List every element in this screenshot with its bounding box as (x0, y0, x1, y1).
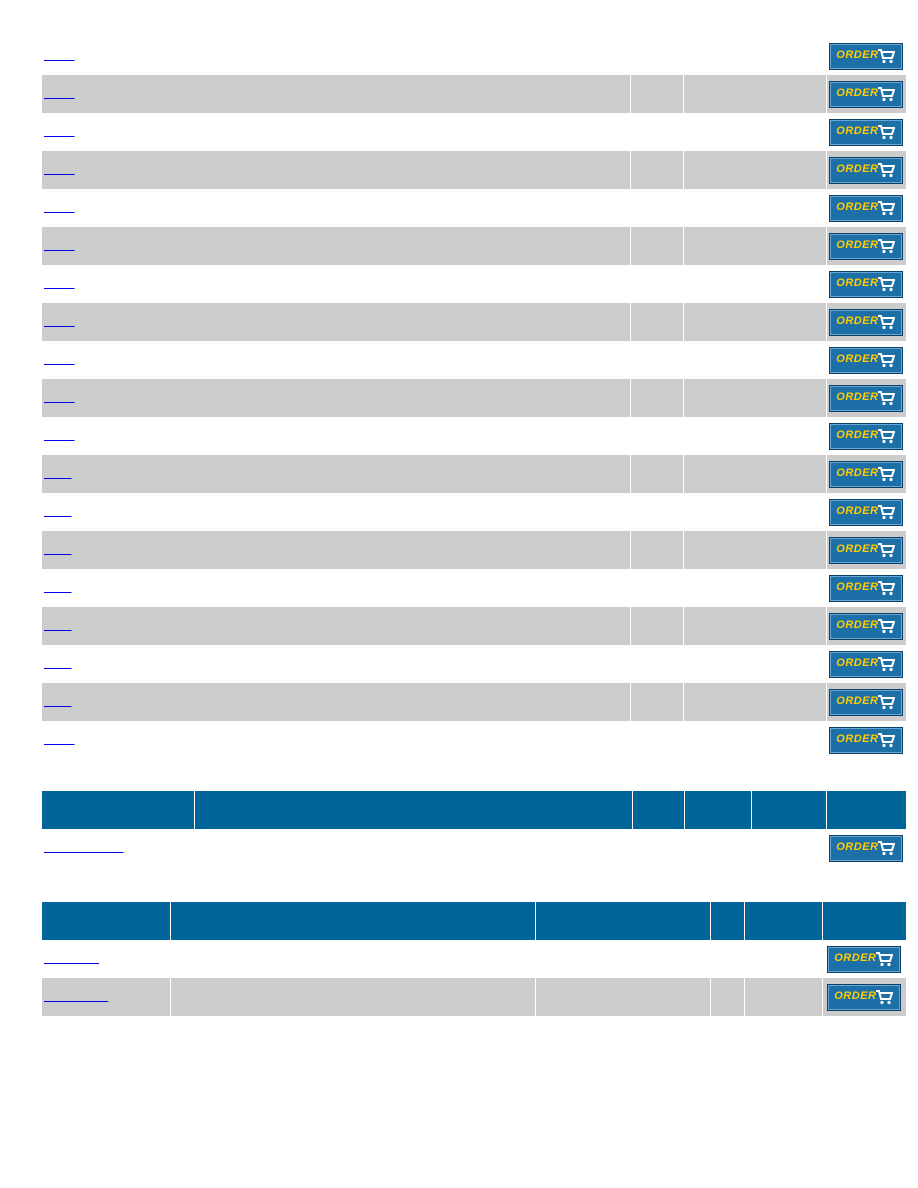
empty-cell (683, 75, 826, 113)
empty-cell (630, 227, 683, 265)
product-link[interactable] (42, 506, 72, 518)
product-cell (42, 417, 826, 455)
product-cell (42, 607, 630, 645)
order-cell (822, 940, 906, 978)
table-row (42, 721, 906, 759)
shopping-cart-icon (877, 428, 895, 447)
order-button[interactable] (829, 271, 903, 298)
table-row (42, 829, 906, 867)
shopping-cart-icon (877, 48, 895, 67)
product-cell (42, 341, 826, 379)
shopping-cart-icon (877, 86, 895, 105)
order-label: ORDER (834, 951, 877, 964)
order-cell (826, 645, 906, 683)
order-label: ORDER (836, 238, 879, 251)
order-cell (826, 303, 906, 341)
column-header (710, 902, 744, 940)
shopping-cart-icon (877, 390, 895, 409)
table-row (42, 569, 906, 607)
table-header-row (42, 791, 906, 829)
empty-cell (683, 151, 826, 189)
column-header (42, 791, 194, 829)
column-header (42, 902, 170, 940)
product-link[interactable] (42, 126, 75, 138)
product-link[interactable] (42, 468, 72, 480)
order-button[interactable] (829, 689, 903, 716)
product-cell (42, 303, 630, 341)
empty-cell (683, 379, 826, 417)
order-button[interactable] (829, 43, 903, 70)
product-table-1 (42, 37, 906, 759)
order-button[interactable] (829, 575, 903, 602)
product-cell (42, 75, 630, 113)
order-button[interactable] (829, 461, 903, 488)
order-label: ORDER (836, 48, 879, 61)
product-table-3 (42, 902, 906, 1016)
product-link[interactable] (42, 544, 72, 556)
table-row (42, 227, 906, 265)
shopping-cart-icon (877, 542, 895, 561)
product-cell (42, 683, 630, 721)
shopping-cart-icon (877, 732, 895, 751)
order-cell (826, 341, 906, 379)
table-row (42, 303, 906, 341)
product-link[interactable] (42, 953, 99, 965)
table-row (42, 940, 906, 978)
product-cell (42, 265, 826, 303)
order-label: ORDER (834, 989, 877, 1002)
column-header (826, 791, 906, 829)
shopping-cart-icon (877, 238, 895, 257)
order-cell (826, 683, 906, 721)
product-link[interactable] (42, 240, 75, 252)
order-cell (826, 417, 906, 455)
column-header (535, 902, 710, 940)
shopping-cart-icon (877, 656, 895, 675)
order-cell (826, 721, 906, 759)
order-button[interactable] (829, 385, 903, 412)
order-label: ORDER (836, 390, 879, 403)
product-link[interactable] (42, 842, 123, 854)
table-row (42, 417, 906, 455)
product-link[interactable] (42, 696, 72, 708)
order-button[interactable] (829, 347, 903, 374)
empty-cell (630, 303, 683, 341)
empty-cell (170, 978, 535, 1016)
order-cell (822, 978, 906, 1016)
order-cell (826, 265, 906, 303)
table-header-row (42, 902, 906, 940)
table-row (42, 683, 906, 721)
product-cell (42, 978, 170, 1016)
empty-cell (630, 531, 683, 569)
table-row (42, 341, 906, 379)
order-cell (826, 569, 906, 607)
product-cell (42, 493, 826, 531)
product-cell (42, 455, 630, 493)
table-row (42, 151, 906, 189)
shopping-cart-icon (877, 276, 895, 295)
order-cell (826, 455, 906, 493)
order-label: ORDER (836, 580, 879, 593)
order-button[interactable] (827, 946, 901, 973)
order-cell (826, 379, 906, 417)
order-label: ORDER (836, 732, 879, 745)
order-button[interactable] (829, 651, 903, 678)
order-button[interactable] (829, 81, 903, 108)
shopping-cart-icon (877, 694, 895, 713)
table-row (42, 455, 906, 493)
product-link[interactable] (42, 582, 72, 594)
order-label: ORDER (836, 314, 879, 327)
empty-cell (630, 75, 683, 113)
product-link[interactable] (42, 354, 75, 366)
empty-cell (630, 151, 683, 189)
order-button[interactable] (829, 499, 903, 526)
product-cell (42, 113, 826, 151)
order-label: ORDER (836, 428, 879, 441)
product-cell (42, 531, 630, 569)
product-link[interactable] (42, 164, 75, 176)
product-link[interactable] (42, 658, 72, 670)
order-label: ORDER (836, 504, 879, 517)
product-link[interactable] (42, 991, 108, 1003)
order-cell (826, 151, 906, 189)
order-label: ORDER (836, 276, 879, 289)
empty-cell (683, 683, 826, 721)
column-header (751, 791, 826, 829)
column-header (822, 902, 906, 940)
order-label: ORDER (836, 200, 879, 213)
order-button[interactable] (827, 984, 901, 1011)
table-row (42, 531, 906, 569)
product-cell (42, 829, 826, 867)
shopping-cart-icon (877, 466, 895, 485)
order-cell (826, 189, 906, 227)
product-cell (42, 379, 630, 417)
order-cell (826, 607, 906, 645)
shopping-cart-icon (877, 580, 895, 599)
table-row (42, 265, 906, 303)
table-row (42, 493, 906, 531)
empty-cell (683, 531, 826, 569)
product-link[interactable] (42, 88, 75, 100)
shopping-cart-icon (877, 314, 895, 333)
order-cell (826, 493, 906, 531)
table-row (42, 75, 906, 113)
order-label: ORDER (836, 840, 879, 853)
order-label: ORDER (836, 124, 879, 137)
column-header (194, 791, 632, 829)
table-row (42, 978, 906, 1016)
empty-cell (630, 607, 683, 645)
product-cell (42, 940, 822, 978)
empty-cell (744, 978, 822, 1016)
column-header (170, 902, 535, 940)
order-button[interactable] (829, 727, 903, 754)
product-link[interactable] (42, 50, 75, 62)
shopping-cart-icon (875, 989, 893, 1008)
column-header (684, 791, 751, 829)
order-cell (826, 37, 906, 75)
table-row (42, 189, 906, 227)
order-label: ORDER (836, 542, 879, 555)
shopping-cart-icon (877, 352, 895, 371)
order-label: ORDER (836, 694, 879, 707)
table-row (42, 645, 906, 683)
order-button[interactable] (829, 195, 903, 222)
empty-cell (683, 227, 826, 265)
empty-cell (683, 607, 826, 645)
empty-cell (630, 379, 683, 417)
shopping-cart-icon (877, 618, 895, 637)
order-label: ORDER (836, 162, 879, 175)
order-button[interactable] (829, 835, 903, 862)
product-cell (42, 645, 826, 683)
product-link[interactable] (42, 316, 75, 328)
shopping-cart-icon (877, 162, 895, 181)
product-cell (42, 151, 630, 189)
order-label: ORDER (836, 466, 879, 479)
table-row (42, 379, 906, 417)
order-label: ORDER (836, 618, 879, 631)
order-button[interactable] (829, 537, 903, 564)
product-link[interactable] (42, 620, 72, 632)
order-label: ORDER (836, 656, 879, 669)
empty-cell (535, 978, 710, 1016)
order-button[interactable] (829, 157, 903, 184)
shopping-cart-icon (877, 504, 895, 523)
table-row (42, 37, 906, 75)
product-table-2 (42, 791, 906, 867)
product-link[interactable] (42, 734, 75, 746)
order-button[interactable] (829, 423, 903, 450)
product-cell (42, 569, 826, 607)
shopping-cart-icon (877, 200, 895, 219)
product-cell (42, 721, 826, 759)
shopping-cart-icon (877, 124, 895, 143)
order-button[interactable] (829, 309, 903, 336)
order-button[interactable] (829, 613, 903, 640)
table-row (42, 113, 906, 151)
product-link[interactable] (42, 202, 75, 214)
product-link[interactable] (42, 278, 75, 290)
order-cell (826, 531, 906, 569)
column-header (632, 791, 684, 829)
product-cell (42, 189, 826, 227)
order-cell (826, 113, 906, 151)
order-cell (826, 75, 906, 113)
empty-cell (710, 978, 744, 1016)
order-button[interactable] (829, 119, 903, 146)
order-cell (826, 227, 906, 265)
order-label: ORDER (836, 352, 879, 365)
product-cell (42, 227, 630, 265)
order-cell (826, 829, 906, 867)
order-button[interactable] (829, 233, 903, 260)
empty-cell (683, 455, 826, 493)
product-cell (42, 37, 826, 75)
empty-cell (683, 303, 826, 341)
empty-cell (630, 683, 683, 721)
shopping-cart-icon (875, 951, 893, 970)
product-link[interactable] (42, 430, 75, 442)
table-row (42, 607, 906, 645)
shopping-cart-icon (877, 840, 895, 859)
empty-cell (630, 455, 683, 493)
order-label: ORDER (836, 86, 879, 99)
column-header (744, 902, 822, 940)
product-link[interactable] (42, 392, 75, 404)
